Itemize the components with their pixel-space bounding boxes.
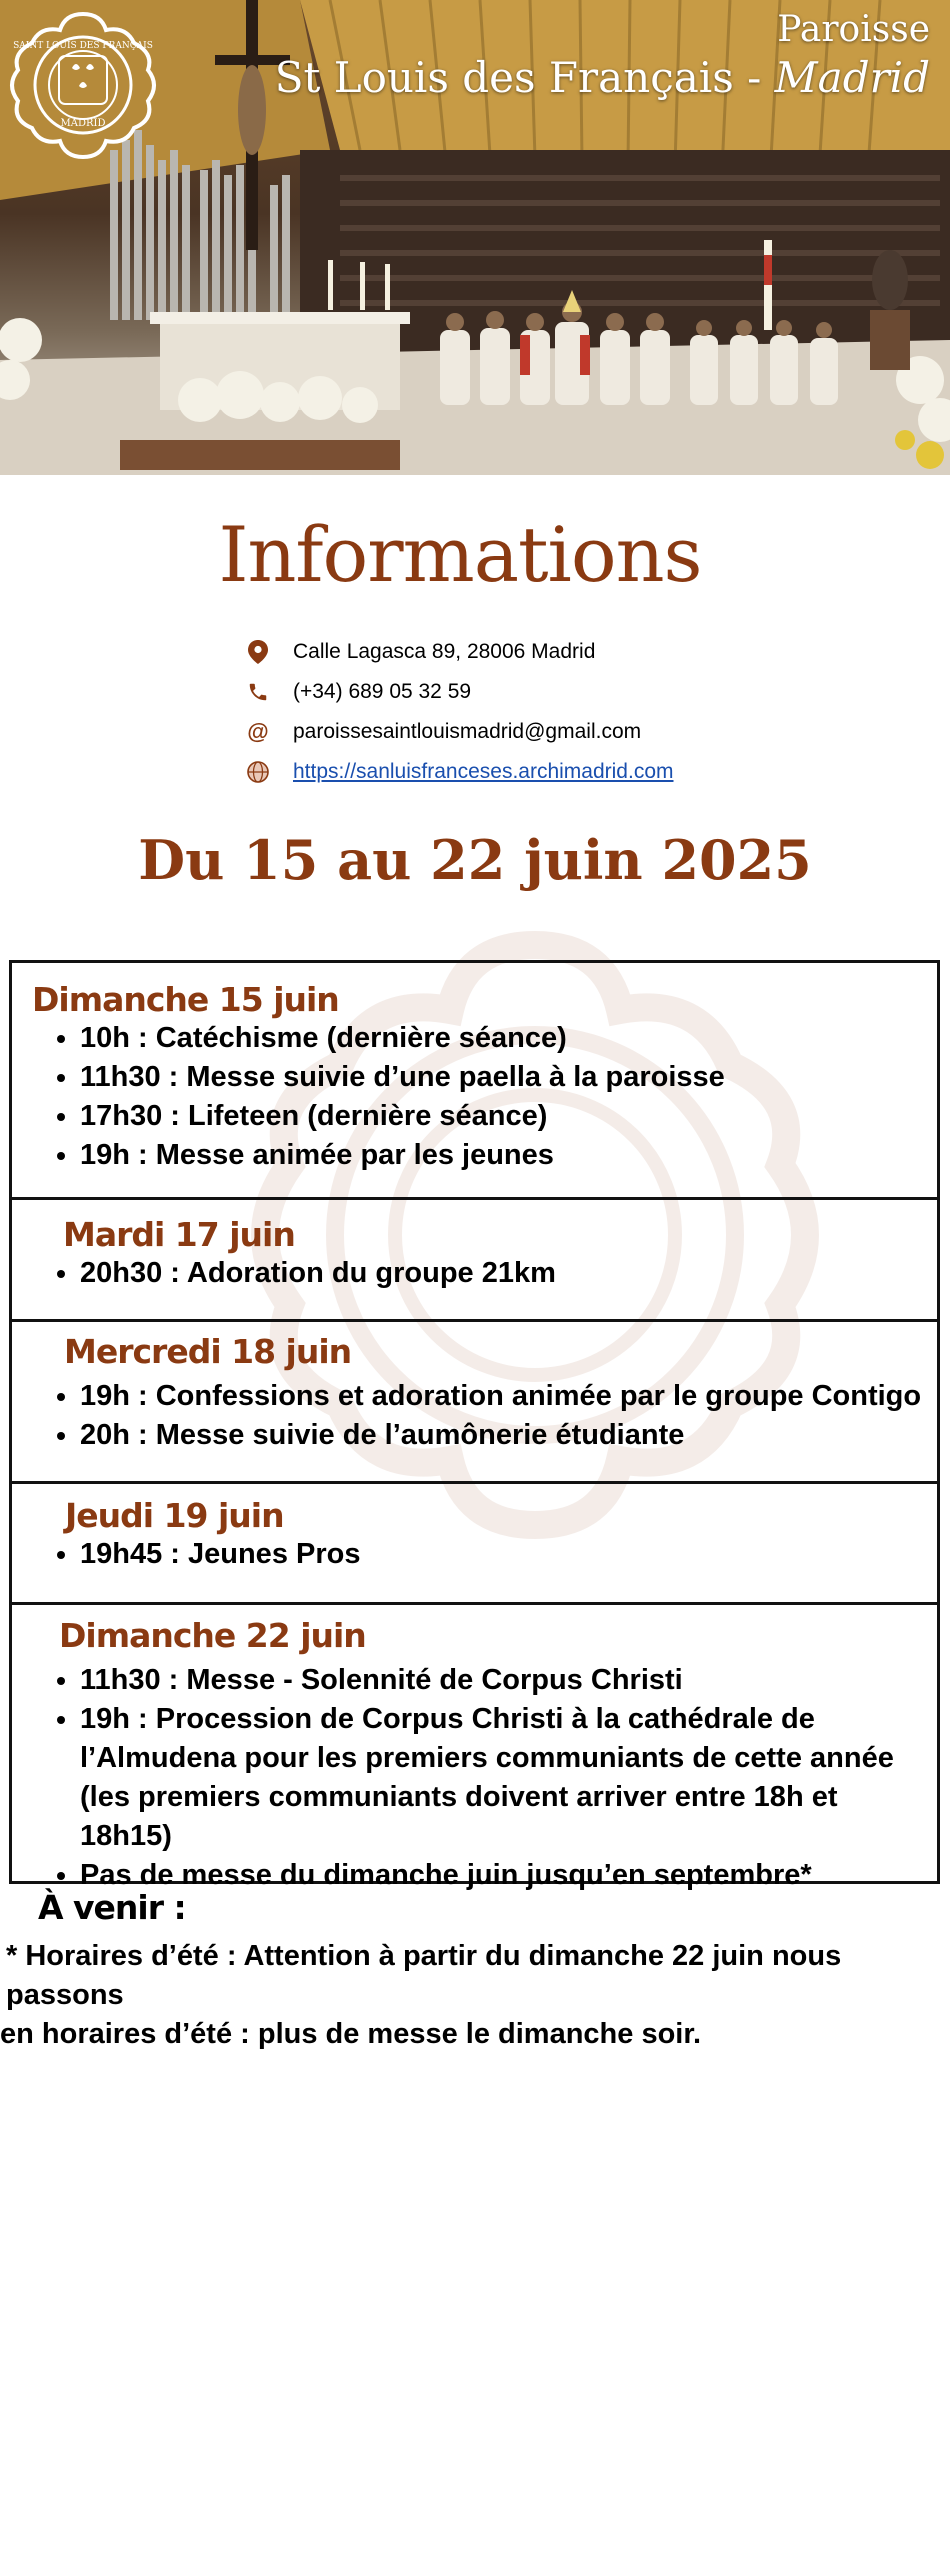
event-item: • 11h30 : Messe - Solennité de Corpus Christi bbox=[80, 1661, 937, 1700]
date-range-heading: Du 15 au 22 juin 2025 bbox=[138, 828, 812, 892]
event-item: • 11h30 : Messe suivie d’une paella à la paroisse bbox=[80, 1058, 937, 1097]
day-title: Dimanche 15 juin bbox=[32, 980, 339, 1019]
event-list bbox=[12, 1377, 937, 1455]
event-item: • 10h : Catéchisme (dernière séance) bbox=[80, 1019, 937, 1058]
info-heading: Informations bbox=[218, 510, 702, 599]
day-title: Jeudi 19 juin bbox=[65, 1496, 284, 1535]
map-pin-icon bbox=[245, 639, 271, 665]
event-item: • 20h : Messe suivie de l’aumônerie étudiante bbox=[80, 1416, 937, 1455]
day-title: Mercredi 18 juin bbox=[64, 1332, 352, 1371]
day-title: Dimanche 22 juin bbox=[59, 1616, 366, 1655]
title-name: St Louis des Français - bbox=[274, 53, 775, 102]
note-line: en horaires d’été : plus de messe le dimanche soir. bbox=[0, 2018, 702, 2050]
contact-address bbox=[245, 632, 674, 672]
day-block bbox=[9, 1200, 940, 1322]
phone-icon bbox=[245, 679, 271, 705]
event-item: • 19h45 : Jeunes Pros bbox=[80, 1535, 937, 1574]
weekly-schedule bbox=[9, 960, 940, 1891]
event-list bbox=[12, 1661, 937, 1895]
note-line: * Horaires d’été : Attention à partir du dimanche 22 juin nous passons bbox=[6, 1940, 842, 2011]
parish-title bbox=[275, 8, 930, 104]
day-block bbox=[9, 1322, 940, 1484]
day-block bbox=[9, 1605, 940, 1891]
event-item: • 19h : Confessions et adoration animée par le groupe Contigo bbox=[80, 1377, 937, 1416]
event-list bbox=[12, 1019, 937, 1175]
event-list bbox=[12, 1254, 937, 1293]
title-city: Madrid bbox=[774, 53, 930, 102]
phone-text: (+34) 689 05 32 59 bbox=[293, 680, 472, 703]
address-text: Calle Lagasca 89, 28006 Madrid bbox=[293, 640, 596, 663]
contact-website bbox=[245, 752, 674, 792]
day-block bbox=[9, 960, 940, 1200]
event-item: • Pas de messe du dimanche juin jusqu’en septembre* bbox=[80, 1856, 937, 1895]
email-text[interactable]: paroissesaintlouismadrid@gmail.com bbox=[293, 720, 642, 743]
day-title: Mardi 17 juin bbox=[63, 1215, 295, 1254]
at-icon: @ bbox=[247, 719, 269, 744]
contact-phone bbox=[245, 672, 674, 712]
logo-text-bottom: MADRID bbox=[60, 118, 106, 129]
contact-email bbox=[245, 712, 674, 752]
hero-photo bbox=[0, 0, 950, 475]
website-link[interactable]: https://sanluisfranceses.archimadrid.com bbox=[293, 760, 674, 783]
title-line-1: Paroisse bbox=[777, 9, 930, 50]
summer-hours-note bbox=[0, 1937, 945, 2054]
event-item: • 20h30 : Adoration du groupe 21km bbox=[80, 1254, 937, 1293]
event-item: • 19h : Procession de Corpus Christi à la cathédrale de l’Almudena pour les premiers communiants de cette année (les premiers communiants doivent arriver entre 18h et 18h15) bbox=[80, 1700, 937, 1856]
event-list bbox=[12, 1535, 937, 1574]
logo-text-top: SAINT LOUIS DES FRANÇAIS bbox=[13, 41, 153, 51]
parish-logo bbox=[6, 8, 161, 163]
title-line-2 bbox=[275, 52, 930, 104]
contact-list bbox=[245, 632, 674, 792]
upcoming-heading: À venir : bbox=[38, 1888, 186, 1927]
day-block bbox=[9, 1484, 940, 1605]
event-item: • 19h : Messe animée par les jeunes bbox=[80, 1136, 937, 1175]
event-item: • 17h30 : Lifeteen (dernière séance) bbox=[80, 1097, 937, 1136]
globe-icon bbox=[245, 759, 271, 785]
